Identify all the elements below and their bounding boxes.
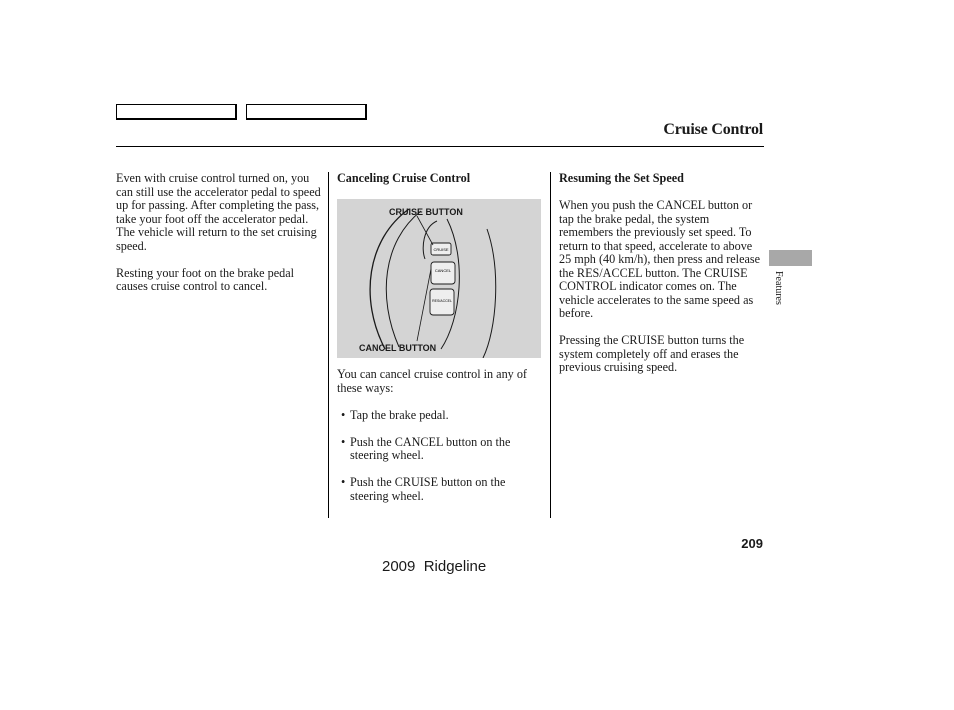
column-divider: [550, 172, 551, 518]
section-tab: [769, 250, 812, 266]
cancel-methods-list: [337, 409, 542, 504]
list-item: • Push the CANCEL button on the steering wheel.: [337, 436, 542, 463]
column-left: [116, 172, 324, 307]
paragraph: Even with cruise control turned on, you can still use the accelerator pedal to speed up for passing. After completing the pass, take your foot off the accelerator pedal. The vehicle will return to the set cruising speed.: [116, 171, 321, 253]
figure-label-cruise-button: CRUISE BUTTON: [389, 207, 463, 217]
column-right: [559, 172, 765, 388]
list-item: • Tap the brake pedal.: [337, 409, 542, 423]
title-rule: [116, 146, 764, 147]
steering-wheel-illustration: [337, 199, 541, 358]
paragraph: When you push the CANCEL button or tap the brake pedal, the system remembers the previously set speed. To return to that speed, accelerate to above 25 mph (40 km/h), then press and release the RES/ACCEL button. The CRUISE CONTROL indicator comes on. The vehicle accelerates to the same speed as before.: [559, 198, 761, 320]
subsection-heading: Canceling Cruise Control: [337, 171, 471, 185]
cancel-button-text: CANCEL: [434, 268, 452, 273]
paragraph: Pressing the CRUISE button turns the system completely off and erases the previous cruising speed.: [559, 333, 745, 374]
paragraph: You can cancel cruise control in any of these ways:: [337, 367, 527, 395]
column-middle: [337, 172, 542, 517]
nav-button-previous[interactable]: [116, 104, 237, 120]
column-divider: [328, 172, 329, 518]
paragraph: Resting your foot on the brake pedal causes cruise control to cancel.: [116, 265, 295, 293]
nav-button-next[interactable]: [246, 104, 367, 120]
steering-wheel-figure: [337, 199, 541, 358]
list-item: • Push the CRUISE button on the steering wheel.: [337, 476, 542, 503]
figure-label-cancel-button: CANCEL BUTTON: [359, 343, 437, 353]
cruise-button-text: CRUISE: [433, 247, 449, 252]
section-tab-label: Features: [773, 271, 784, 305]
footer-model-year: 2009 Ridgeline: [382, 558, 487, 575]
section-title: Cruise Control: [663, 121, 763, 138]
page-number: 209: [741, 536, 763, 551]
res-accel-button-text: RES/ACCEL: [432, 299, 452, 303]
subsection-heading: Resuming the Set Speed: [559, 171, 684, 185]
